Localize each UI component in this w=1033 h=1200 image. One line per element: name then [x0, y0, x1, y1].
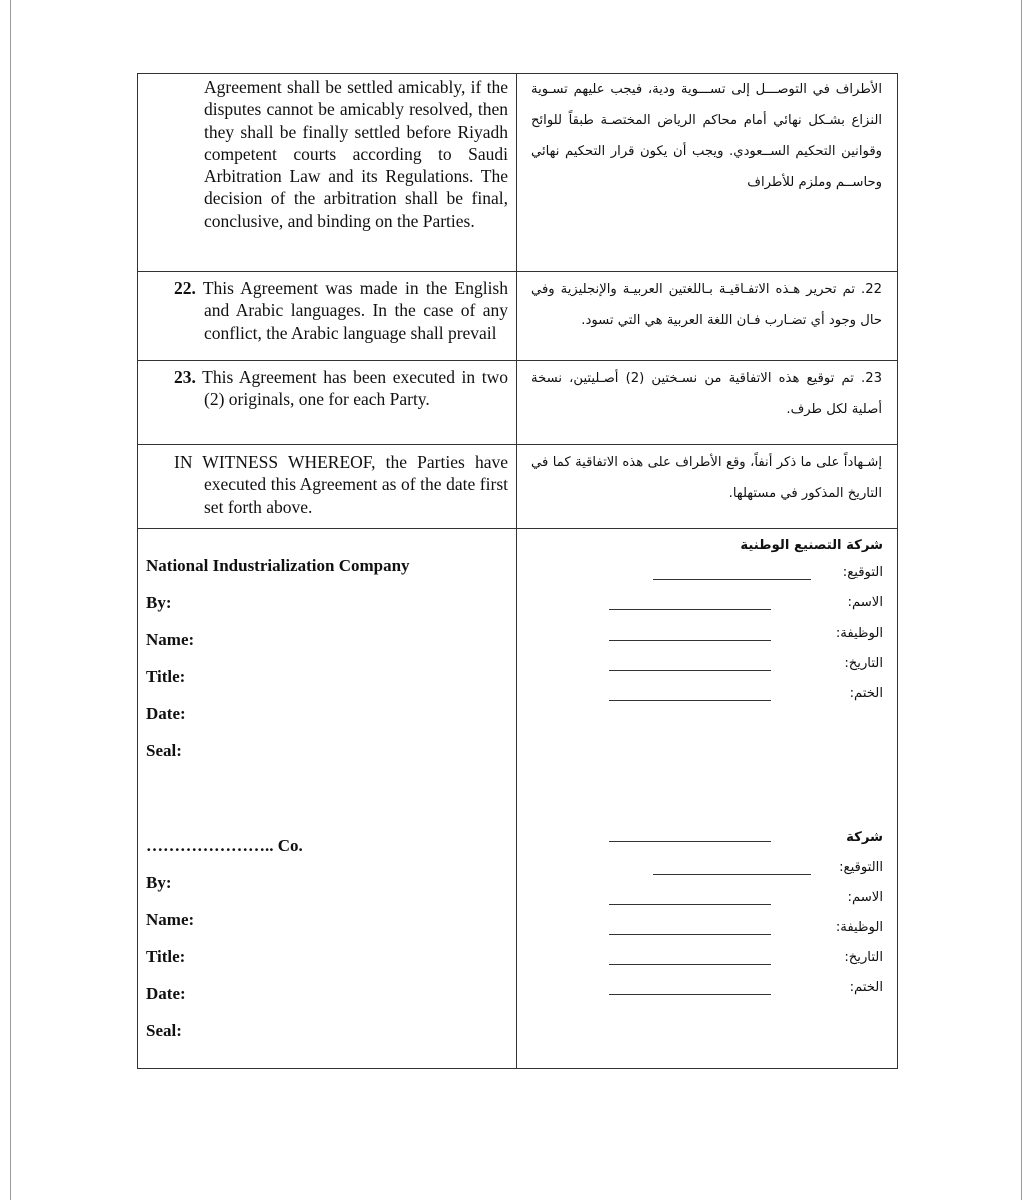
party1-date-line: [609, 670, 771, 671]
party1-ar-date-label: التاريخ:: [844, 656, 883, 671]
party2-ar-seal-label: الختم:: [849, 980, 883, 995]
clause-ar-cell: [517, 361, 898, 445]
party1-title-line: [609, 640, 771, 641]
party2-en-date: Date:: [146, 984, 186, 1003]
party1-en-name: Name:: [146, 630, 195, 649]
clause-en-cell: [138, 361, 517, 445]
party1-seal-line: [609, 700, 771, 701]
signature-ar-cell: [517, 529, 898, 1069]
party1-en-company: National Industrialization Company: [146, 556, 410, 575]
clause-en-text: Agreement shall be settled amicably, if the disputes cannot be amicably resolved, then they shall be finally settled before Riyadh competent courts according to Saudi Arbitration Law and its Regulations. The decision of the arbitration shall be final, conclusive, and binding on the Parties.: [204, 77, 508, 231]
witness-row: [138, 445, 898, 529]
clause-row: [138, 272, 898, 361]
party2-date-line: [609, 964, 771, 965]
party2-ar-signature-label: االتوقيع:: [839, 860, 883, 875]
party2-en-company: ………………….. Co.: [146, 836, 303, 855]
signature-en-cell: [138, 529, 517, 1069]
party2-ar-company: شركة: [846, 830, 883, 845]
party2-company-line: [609, 841, 771, 842]
witness-en-cell: [138, 445, 517, 529]
party2-signature-line: [653, 874, 811, 875]
party2-title-line: [609, 934, 771, 935]
party2-en-seal: Seal:: [146, 1021, 182, 1040]
clause-ar-text: الأطراف في التوصـــل إلى تســـوية ودية، فيجب عليهم تسـوية النزاع بشـكل نهائي أمام محاكم الرياض المختصـة طبقاً للوائح وقوانين التحكيم الســعودي. ويجب أن يكون قرار التحكيم نهائي وحاســم وملزم للأطراف: [531, 82, 882, 190]
party2-ar-name-label: الاسم:: [847, 890, 883, 905]
party1-en-by: By:: [146, 593, 172, 612]
clause-en-text: This Agreement was made in the English and Arabic languages. In the case of any conflict, the Arabic language shall prevail: [202, 278, 508, 343]
clause-en-text: This Agreement has been executed in two (2) originals, one for each Party.: [202, 367, 508, 410]
party1-en-seal: Seal:: [146, 741, 182, 760]
clause-en-cell: [138, 272, 517, 361]
witness-ar-cell: [517, 445, 898, 529]
clause-ar-text: 23. تم توقيع هذه الاتفاقية من نسـختين (2) أصـليتين، نسخة أصلية لكل طرف.: [531, 371, 882, 417]
party1-en-title: Title:: [146, 667, 186, 686]
clause-ar-text: 22. تم تحرير هـذه الاتفـاقيـة بـاللغتين العربيـة والإنجليزية وفي حال وجود أي تضـارب فـان اللغة العربية هي التي تسود.: [531, 282, 882, 328]
party2-en-block: [138, 769, 516, 1049]
signature-row: [138, 529, 898, 1069]
clause-number: 23.: [174, 367, 196, 387]
party1-ar-title-label: الوظيفة:: [835, 626, 883, 641]
clause-ar-cell: [517, 272, 898, 361]
clause-en-cell: [138, 74, 517, 272]
viewer-edge-left: [10, 0, 11, 1200]
clause-number: 22.: [174, 278, 196, 298]
party2-name-line: [609, 904, 771, 905]
party1-name-line: [609, 609, 771, 610]
party2-en-name: Name:: [146, 910, 195, 929]
clause-row: [138, 361, 898, 445]
party1-ar-company: شركة التصنيع الوطنية: [740, 538, 883, 553]
party1-en-date: Date:: [146, 704, 186, 723]
party2-en-title: Title:: [146, 947, 186, 966]
party2-seal-line: [609, 994, 771, 995]
clause-row: [138, 74, 898, 272]
party2-en-by: By:: [146, 873, 172, 892]
party1-signature-line: [653, 579, 811, 580]
party2-ar-title-label: الوظيفة:: [835, 920, 883, 935]
party1-ar-name-label: الاسم:: [847, 595, 883, 610]
witness-en-text: IN WITNESS WHEREOF, the Parties have executed this Agreement as of the date first set forth above.: [174, 452, 508, 517]
agreement-table: [137, 73, 898, 1069]
witness-ar-text: إشـهاداً على ما ذكر أنفاً، وقع الأطراف على هذه الاتفاقية كما في التاريخ المذكور في مستهلها.: [531, 455, 882, 501]
clause-ar-cell: [517, 74, 898, 272]
viewer-edge-right: [1021, 0, 1022, 1200]
party1-ar-seal-label: الختم:: [849, 686, 883, 701]
party1-ar-signature-label: التوقيع:: [842, 565, 883, 580]
party2-ar-date-label: التاريخ:: [844, 950, 883, 965]
party1-en-block: [138, 529, 516, 769]
